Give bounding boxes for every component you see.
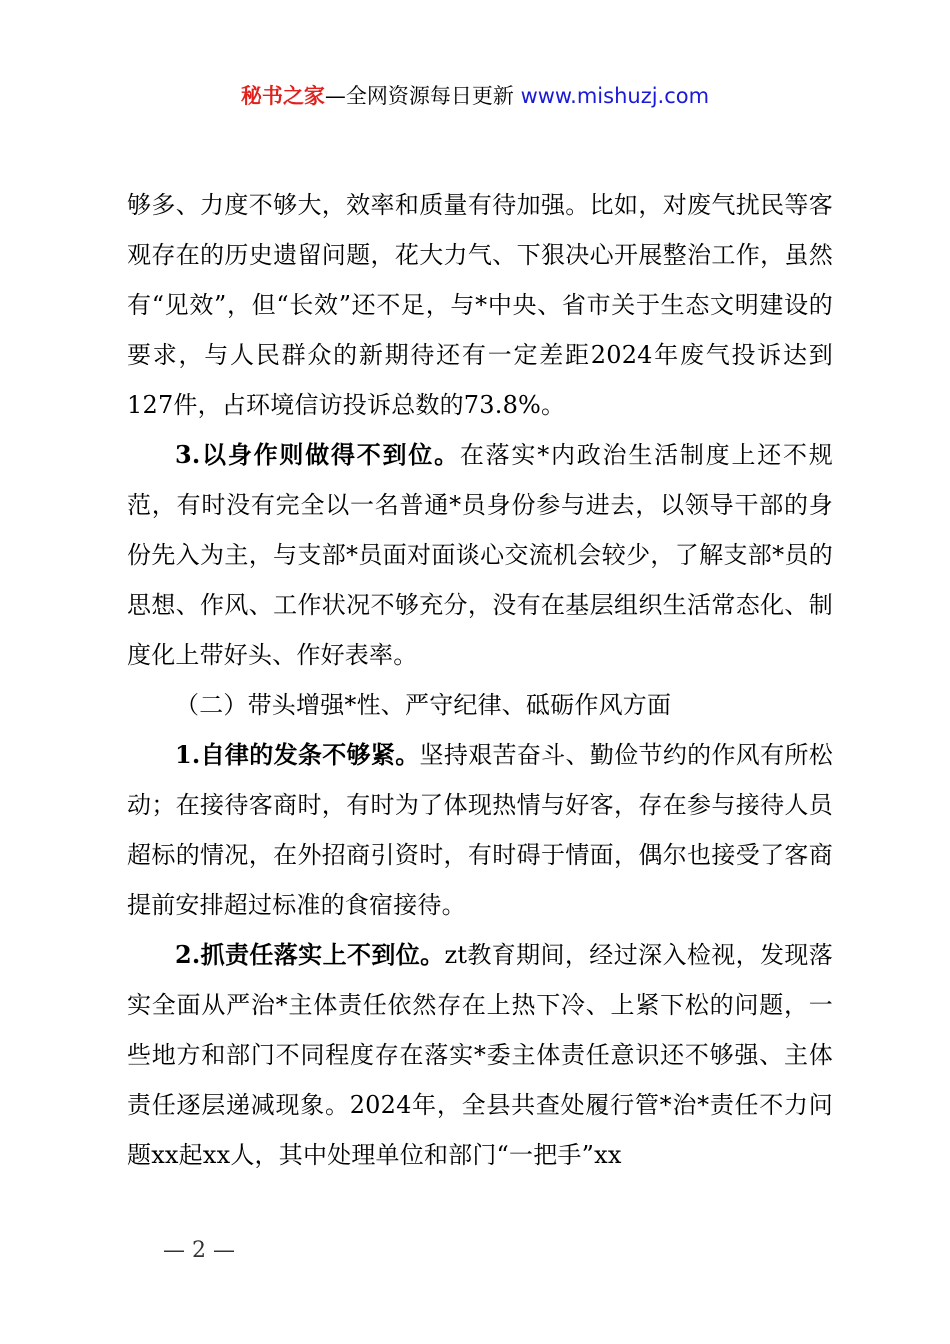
site-slogan: —全网资源每日更新 (324, 84, 514, 108)
paragraph-4-text: zt教育期间，经过深入检视，发现落实全面从严治*主体责任依然存在上热下冷、上紧下松的问题，一些地方和部门不同程度存在落实*委主体责任意识还不够强、主体责任逐层递减现象。2024年，全县共查处履行管*治*责任不力问题xx起xx人，其中处理单位和部门“一把手”xx (127, 941, 833, 1169)
section-heading: （二）带头增强*性、严守纪律、砥砺作风方面 (175, 691, 672, 719)
paragraph-3-title: 1.自律的发条不够紧。 (175, 740, 420, 769)
paragraph-3-text: 坚持艰苦奋斗、勤俭节约的作风有所松动；在接待客商时，有时为了体现热情与好客，存在参与接待人员超标的情况，在外招商引资时，有时碍于情面，偶尔也接受了客商提前安排超过标准的食宿接待。 (127, 741, 833, 919)
paragraph-3 (127, 730, 833, 930)
paragraph-4-title: 2.抓责任落实上不到位。 (175, 940, 445, 969)
site-url-link[interactable]: www.mishuzj.com (520, 84, 710, 108)
document-body (127, 180, 833, 1180)
site-brand: 秘书之家 (240, 84, 325, 108)
paragraph-2-text: 在落实*内政治生活制度上还不规范，有时没有完全以一名普通*员身份参与进去，以领导干部的身份先入为主，与支部*员面对面谈心交流机会较少，了解支部*员的思想、作风、工作状况不够充分，没有在基层组织生活常态化、制度化上带好头、作好表率。 (127, 441, 833, 669)
site-header (0, 80, 950, 112)
paragraph-1: 够多、力度不够大，效率和质量有待加强。比如，对废气扰民等客观存在的历史遗留问题，花大力气、下狠决心开展整治工作，虽然有“见效”，但“长效”还不足，与*中央、省市关于生态文明建设的要求，与人民群众的新期待还有一定差距2024年废气投诉达到127件，占环境信访投诉总数的73.8%。 (127, 191, 833, 419)
page-number: — 2 — (163, 1238, 235, 1263)
paragraph-4 (127, 930, 833, 1180)
paragraph-2-title: 3.以身作则做得不到位。 (175, 440, 460, 469)
paragraph-2 (127, 430, 833, 680)
